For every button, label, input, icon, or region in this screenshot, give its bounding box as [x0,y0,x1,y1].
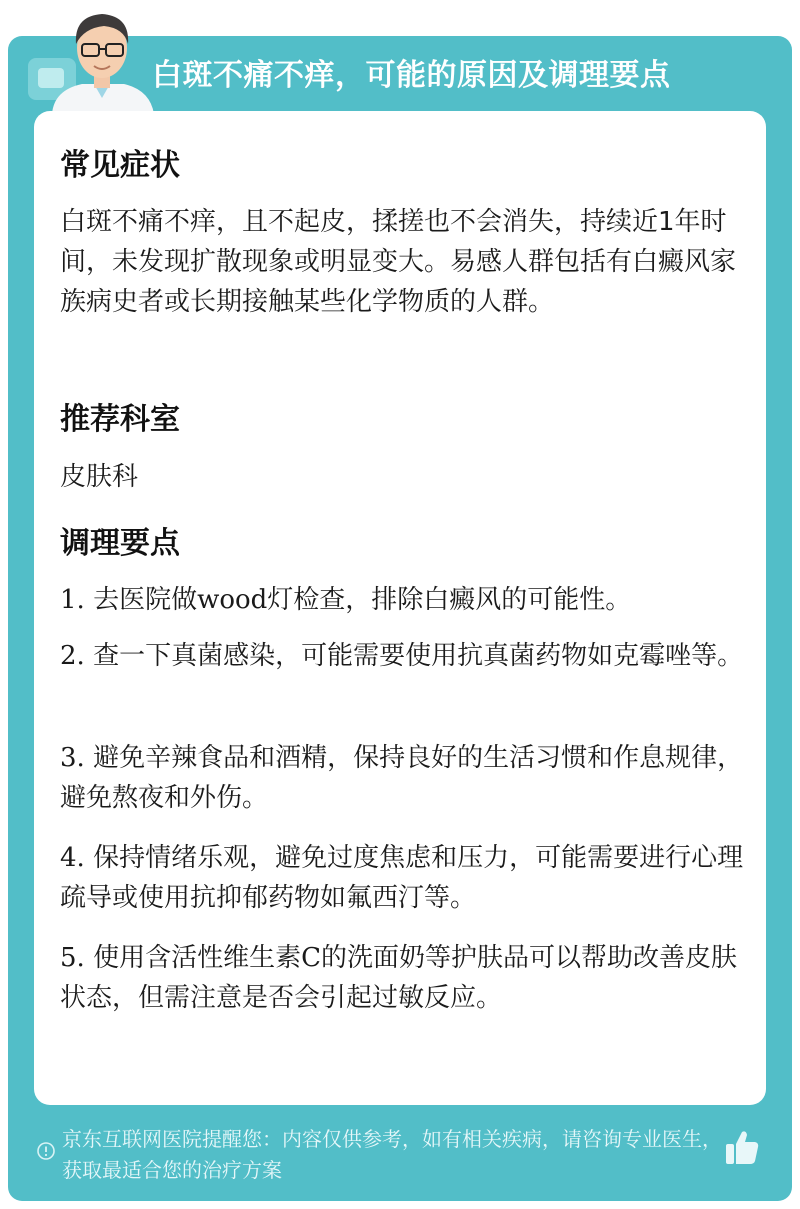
care-tip-1: 1. 去医院做wood灯检查，排除白癜风的可能性。 [60,585,632,615]
doctor-avatar [24,6,164,114]
department-text: 皮肤科 [60,462,139,492]
thumbs-up-icon[interactable] [724,1128,760,1166]
info-icon [36,1141,56,1161]
section-title-symptoms: 常见症状 [60,148,180,183]
care-tip-5: 5. 使用含活性维生素C的洗面奶等护肤品可以帮助改善皮肤状态，但需注意是否会引起过敏反应。 [60,943,737,1013]
care-tip-3: 3. 避免辛辣食品和酒精，保持良好的生活习惯和作息规律，避免熬夜和外伤。 [60,743,744,813]
care-tip-2: 2. 查一下真菌感染，可能需要使用抗真菌药物如克霉唑等。 [60,641,744,671]
symptoms-text: 白斑不痛不痒，且不起皮，揉搓也不会消失，持续近1年时间，未发现扩散现象或明显变大。易感人群包括有白癜风家族病史者或长期接触某些化学物质的人群。 [60,207,737,317]
page-title: 白斑不痛不痒，可能的原因及调理要点 [152,58,671,93]
disclaimer-text: 京东互联网医院提醒您：内容仅供参考，如有相关疾病，请咨询专业医生，获取最适合您的治疗方案 [62,1127,722,1182]
section-title-care-tips: 调理要点 [60,526,180,561]
section-title-department: 推荐科室 [60,402,180,437]
care-tip-4: 4. 保持情绪乐观，避免过度焦虑和压力，可能需要进行心理疏导或使用抗抑郁药物如氟西汀等。 [60,843,744,913]
